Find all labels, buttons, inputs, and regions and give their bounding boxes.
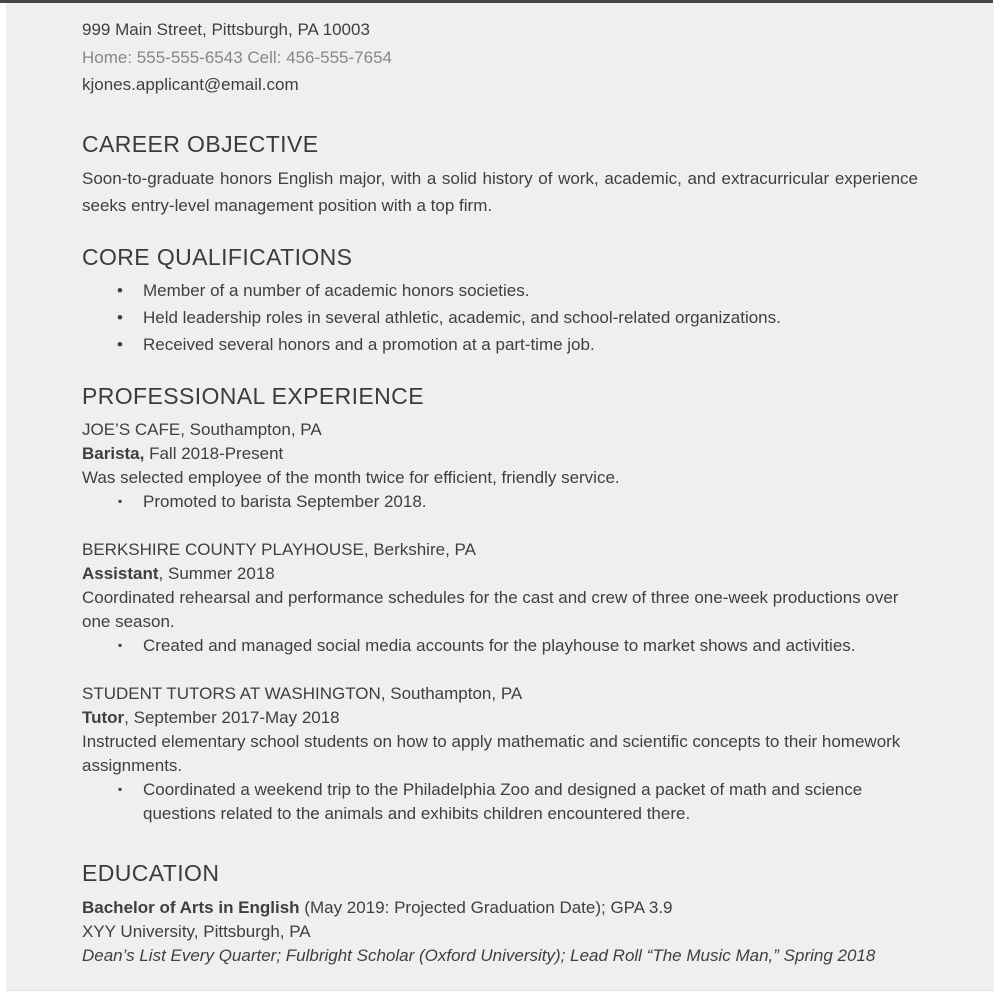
- job-entry: [82, 682, 918, 826]
- job-title: Tutor: [82, 707, 125, 727]
- job-summary: Was selected employee of the month twice for efficient, friendly service.: [82, 467, 620, 487]
- job-bullet-item: [82, 778, 918, 826]
- education-school: XYY University, Pittsburgh, PA: [82, 921, 311, 941]
- education-degree-details: (May 2019: Projected Graduation Date); GPA 3.9: [299, 897, 673, 917]
- career-objective-heading: CAREER OBJECTIVE: [82, 130, 319, 157]
- bullet-dot-icon: •: [117, 280, 123, 300]
- job-dates: Fall 2018-Present: [144, 443, 284, 463]
- job-bullet-list: [82, 634, 918, 658]
- job-dates: , September 2017-May 2018: [124, 707, 340, 727]
- job-title-line: [82, 562, 918, 586]
- qualification-text: Received several honors and a promotion at a part-time job.: [143, 334, 595, 354]
- bullet-square-icon: ▪: [118, 493, 123, 508]
- job-entry: [82, 418, 918, 514]
- job-bullet-list: [82, 778, 918, 826]
- contact-phones: Home: 555-555-6543 Cell: 456-555-7654: [82, 47, 392, 67]
- job-entry: [82, 538, 918, 658]
- qualification-text: Member of a number of academic honors societies.: [143, 280, 530, 300]
- job-bullet-item: [82, 634, 918, 658]
- education-degree: Bachelor of Arts in English: [82, 897, 300, 917]
- job-dates: , Summer 2018: [158, 563, 275, 583]
- professional-experience-heading: PROFESSIONAL EXPERIENCE: [82, 382, 424, 409]
- education-heading: EDUCATION: [82, 859, 220, 886]
- job-employer: BERKSHIRE COUNTY PLAYHOUSE, Berkshire, PA: [82, 539, 476, 559]
- contact-email: kjones.applicant@email.com: [82, 75, 299, 94]
- job-bullet-text: Coordinated a weekend trip to the Philadelphia Zoo and designed a packet of math and science questions related to the animals and exhibits children encountered there.: [143, 779, 863, 823]
- job-bullet-item: [82, 490, 918, 514]
- education-block: [82, 896, 918, 968]
- career-objective-text: Soon-to-graduate honors English major, with a solid history of work, academic, and extracurricular experience seeks entry-level management position with a top firm.: [82, 168, 918, 215]
- education-degree-line: [82, 896, 918, 920]
- qualification-item: [82, 331, 918, 358]
- job-employer: JOE’S CAFE, Southampton, PA: [82, 419, 322, 439]
- job-bullet-text: Promoted to barista September 2018.: [143, 491, 427, 511]
- job-bullet-text: Created and managed social media accounts for the playhouse to market shows and activities.: [143, 635, 856, 655]
- job-summary: Instructed elementary school students on how to apply mathematic and scientific concepts to their homework assignments.: [82, 731, 901, 775]
- resume-page: [6, 3, 994, 991]
- bullet-dot-icon: •: [117, 307, 123, 327]
- bullet-square-icon: ▪: [118, 637, 123, 652]
- job-employer: STUDENT TUTORS AT WASHINGTON, Southampton, PA: [82, 683, 523, 703]
- core-qualifications-list: [82, 277, 918, 358]
- job-title: Assistant: [82, 563, 159, 583]
- contact-block: [82, 16, 918, 99]
- job-title-line: [82, 706, 918, 730]
- core-qualifications-heading: CORE QUALIFICATIONS: [82, 243, 353, 270]
- qualification-item: [82, 304, 918, 331]
- bullet-dot-icon: •: [117, 334, 123, 354]
- contact-address: 999 Main Street, Pittsburgh, PA 10003: [82, 20, 370, 39]
- job-summary: Coordinated rehearsal and performance schedules for the cast and crew of three one-week productions over one season.: [82, 587, 899, 631]
- job-title-line: [82, 442, 918, 466]
- education-honors: Dean’s List Every Quarter; Fulbright Scholar (Oxford University); Lead Roll “The Music Man,” Spring 2018: [82, 945, 876, 965]
- job-title: Barista,: [82, 443, 145, 463]
- job-bullet-list: [82, 490, 918, 514]
- qualification-item: [82, 277, 918, 304]
- bullet-square-icon: ▪: [118, 781, 123, 796]
- qualification-text: Held leadership roles in several athletic, academic, and school-related organizations.: [143, 307, 781, 327]
